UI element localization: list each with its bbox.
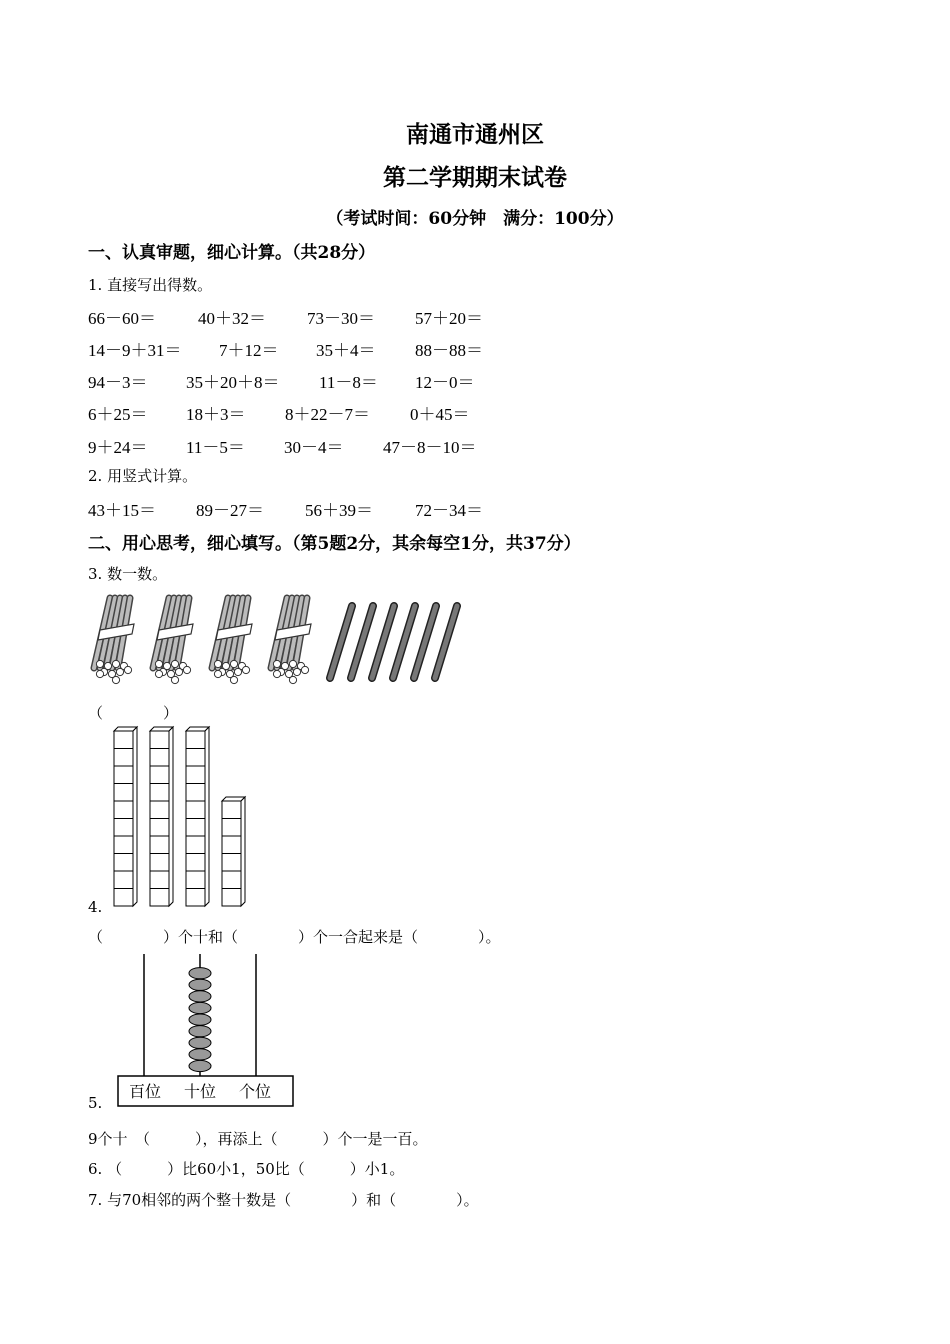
vertical-calc-item: 56＋39＝ bbox=[305, 501, 373, 520]
exam-info: （考试时间：60分钟 满分：100分） bbox=[326, 209, 624, 229]
calc-item: 11－5＝ bbox=[186, 438, 245, 457]
calc-item: 11－8＝ bbox=[319, 373, 378, 392]
ten-rod bbox=[150, 727, 173, 906]
calc-item: 30－4＝ bbox=[284, 438, 344, 457]
vertical-calc-item: 89－27＝ bbox=[196, 501, 264, 520]
calc-item: 6＋25＝ bbox=[88, 405, 148, 424]
stick-bundle bbox=[212, 598, 252, 684]
abacus-bead bbox=[189, 1049, 211, 1060]
calc-item: 7＋12＝ bbox=[219, 341, 279, 360]
q4-label: 4. bbox=[88, 898, 103, 916]
abacus-bead bbox=[189, 1002, 211, 1013]
calc-item: 47－8－10＝ bbox=[383, 438, 477, 457]
q2-label: 2. 用竖式计算。 bbox=[88, 467, 198, 485]
abacus-label-hundreds: 百位 bbox=[128, 1082, 162, 1101]
calc-item: 18＋3＝ bbox=[186, 405, 246, 424]
stick-bundle bbox=[153, 598, 193, 684]
q1-label: 1. 直接写出得数。 bbox=[88, 276, 213, 294]
calc-item: 94－3＝ bbox=[88, 373, 148, 392]
q5-question: 9个十 （ ），再添上（ ）个一是一百。 bbox=[88, 1130, 428, 1148]
abacus-label-tens: 十位 bbox=[183, 1082, 217, 1101]
vertical-calc-item: 72－34＝ bbox=[415, 501, 483, 520]
q3-answer-blank: （ ） bbox=[88, 704, 179, 722]
calc-item: 66－60＝ bbox=[88, 309, 156, 328]
exam-title-line2: 第二学期期末试卷 bbox=[383, 164, 567, 191]
calc-item: 14－9＋31＝ bbox=[88, 341, 182, 360]
abacus-bead bbox=[189, 1014, 211, 1025]
calc-item: 8＋22－7＝ bbox=[285, 405, 370, 424]
abacus-bead bbox=[189, 968, 211, 979]
vertical-calc-item: 43＋15＝ bbox=[88, 501, 156, 520]
calc-item: 35＋20＋8＝ bbox=[186, 373, 280, 392]
calc-item: 40＋32＝ bbox=[198, 309, 266, 328]
section1-heading: 一、认真审题，细心计算。（共28分） bbox=[88, 243, 376, 263]
q3-label: 3. 数一数。 bbox=[88, 565, 168, 583]
calc-item: 35＋4＝ bbox=[316, 341, 376, 360]
abacus-bead bbox=[189, 979, 211, 990]
abacus-bead bbox=[189, 1026, 211, 1037]
stick-bundle bbox=[271, 598, 311, 684]
calc-item: 57＋20＝ bbox=[415, 309, 483, 328]
q6-question: 6. （ ）比60小1，50比（ ）小1。 bbox=[88, 1160, 405, 1178]
q5-label: 5. bbox=[88, 1094, 103, 1112]
ten-rod bbox=[186, 727, 209, 906]
q4-question: （ ）个十和（ ）个一合起来是（ ）。 bbox=[88, 928, 501, 946]
abacus-bead bbox=[189, 1037, 211, 1048]
abacus-bead bbox=[189, 1060, 211, 1071]
stick-bundle bbox=[94, 598, 134, 684]
calc-item: 0＋45＝ bbox=[410, 405, 470, 424]
abacus-figure bbox=[112, 952, 302, 1108]
counting-sticks-figure bbox=[88, 594, 468, 686]
calc-item: 88－88＝ bbox=[415, 341, 483, 360]
calc-item: 9＋24＝ bbox=[88, 438, 148, 457]
section2-heading: 二、用心思考，细心填写。（第5题2分，其余每空1分，共37分） bbox=[88, 534, 581, 554]
abacus-label-ones: 个位 bbox=[238, 1082, 272, 1101]
abacus-bead bbox=[189, 991, 211, 1002]
q7-question: 7. 与70相邻的两个整十数是（ ）和（ ）。 bbox=[88, 1191, 479, 1209]
exam-title-line1: 南通市通州区 bbox=[406, 121, 544, 148]
calc-item: 12－0＝ bbox=[415, 373, 475, 392]
unit-cubes bbox=[222, 797, 245, 906]
base-ten-blocks-figure bbox=[112, 736, 252, 908]
calc-item: 73－30＝ bbox=[307, 309, 375, 328]
ten-rod bbox=[114, 727, 137, 906]
